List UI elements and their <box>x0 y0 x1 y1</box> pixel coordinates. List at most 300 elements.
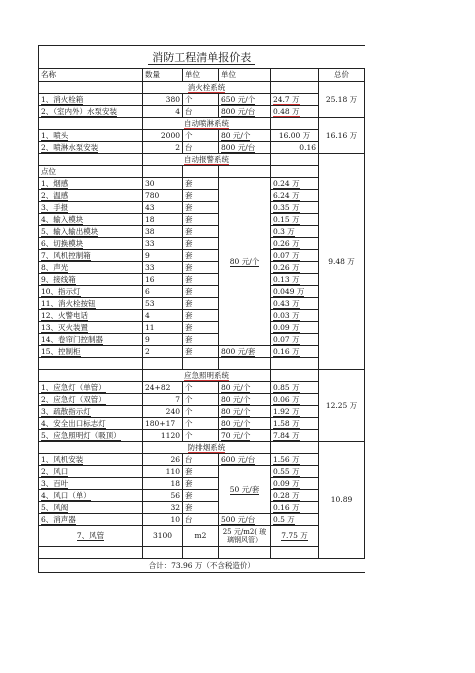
item-qty <box>143 490 183 502</box>
section-title-lighting <box>143 370 271 382</box>
item-name-text: 1、应急灯（单管） <box>41 382 106 392</box>
smoke-spacer <box>39 547 365 559</box>
item-name <box>39 382 143 394</box>
alarm-row <box>39 286 365 298</box>
item-qty <box>143 130 183 142</box>
item-name <box>39 214 143 226</box>
item-amount-text: 1.56 万 <box>273 454 300 464</box>
item-amount-text: 0.24 万 <box>273 178 300 188</box>
item-amount <box>271 262 319 274</box>
section-blank-sprinkler <box>39 118 143 130</box>
item-unit-text: 套 <box>185 250 193 260</box>
item-amount-text: 0.09 万 <box>273 322 300 332</box>
item-name <box>39 226 143 238</box>
item-unit-text: 套 <box>185 334 193 344</box>
alarm-subheader-label <box>39 166 143 178</box>
item-qty-text: 11 <box>145 322 155 332</box>
item-name-text: 2、风口 <box>41 466 69 476</box>
item-qty-text: 180+17 <box>145 418 176 428</box>
item-unit-text: 套 <box>185 274 193 284</box>
item-unit-text: 套 <box>185 226 193 236</box>
item-qty <box>143 274 183 286</box>
item-unit-text: 套 <box>185 466 193 476</box>
item-price <box>219 142 271 154</box>
item-qty <box>143 106 183 118</box>
quote-table <box>38 45 365 573</box>
item-unit-text: 套 <box>185 202 193 212</box>
lighting-row <box>39 394 365 406</box>
item-qty <box>143 298 183 310</box>
item-qty-text: 53 <box>145 298 155 308</box>
item-name-text: 4、风口（单） <box>41 490 91 500</box>
item-price <box>219 406 271 418</box>
item-qty <box>143 94 183 106</box>
item-unit <box>183 478 219 490</box>
item-unit <box>183 334 219 346</box>
item-unit <box>183 130 219 142</box>
item-name-text: 4、安全出口标志灯 <box>41 418 106 428</box>
item-name <box>39 262 143 274</box>
item-unit-text: 个 <box>185 394 193 404</box>
item-name <box>39 250 143 262</box>
section-title-alarm-text: 自动报警系统 <box>184 154 229 164</box>
alarm-total-text: 9.48 万 <box>328 256 355 266</box>
smoke-total <box>319 442 365 559</box>
item-unit-text: 套 <box>185 478 193 488</box>
item-unit-text: 台 <box>185 142 193 152</box>
lighting-total <box>319 370 365 442</box>
alarm-shared-price-text: 80 元/个 <box>229 256 260 266</box>
item-amount-text: 0.16 <box>299 142 316 152</box>
page-title: 消防工程清单报价表 <box>148 51 255 65</box>
item-name <box>39 238 143 250</box>
header-amount <box>271 69 319 82</box>
item-amount <box>271 394 319 406</box>
item-unit <box>183 274 219 286</box>
item-name <box>39 466 143 478</box>
alarm-row <box>39 250 365 262</box>
item-amount <box>271 346 319 358</box>
item-name <box>39 394 143 406</box>
item-price <box>219 454 271 466</box>
smoke-shared-price <box>219 466 271 514</box>
item-amount-text: 1.58 万 <box>273 418 300 428</box>
title-row <box>39 46 365 69</box>
item-name-text: 1、烟感 <box>41 178 69 188</box>
smoke-shared-price-text: 50 元/套 <box>229 484 260 494</box>
section-blank-lighting <box>39 370 143 382</box>
item-price-text: 70 元/个 <box>221 430 251 440</box>
section-title-smoke-text: 防排烟系统 <box>187 442 226 452</box>
item-unit-text: 台 <box>185 106 193 116</box>
item-amount-text: 0.09 万 <box>273 478 300 488</box>
spacer-5 <box>271 547 319 559</box>
item-amount-text: 0.28 万 <box>273 490 300 500</box>
item-unit <box>183 454 219 466</box>
section-blank2-smoke <box>271 442 319 454</box>
item-amount-text: 16.00 万 <box>278 130 311 140</box>
item-qty-text: 240 <box>165 406 180 416</box>
alarm-spacer <box>39 358 365 370</box>
sprinkler-row <box>39 142 365 154</box>
item-price-text: 500 元/台 <box>221 514 256 524</box>
section-blank2-hydrant <box>271 82 319 94</box>
item-name <box>39 130 143 142</box>
item-amount <box>271 478 319 490</box>
item-unit-text: 套 <box>185 346 193 356</box>
item-qty <box>143 382 183 394</box>
item-name-text: 14、卷帘门控制器 <box>41 334 104 344</box>
item-price-text: 800 元/台 <box>221 142 256 152</box>
duct-amount-text: 7.75 万 <box>281 531 308 541</box>
item-name-text: 1、消火栓箱 <box>41 94 84 104</box>
item-unit-text: 套 <box>185 322 193 332</box>
item-name-text: 2、（室内外）水泵安装 <box>41 106 118 116</box>
item-qty-text: 56 <box>170 490 180 500</box>
section-title-hydrant-text: 消火栓系统 <box>187 82 226 92</box>
item-name <box>39 298 143 310</box>
item-name-text: 2、温感 <box>41 190 69 200</box>
item-qty <box>143 430 183 442</box>
section-blank-alarm <box>39 154 143 166</box>
item-qty <box>143 346 183 358</box>
item-unit <box>183 142 219 154</box>
item-qty <box>143 214 183 226</box>
item-amount-text: 1.92 万 <box>273 406 300 416</box>
alarm-row <box>39 310 365 322</box>
section-blank2-lighting <box>271 370 319 382</box>
item-name-text: 9、接线箱 <box>41 274 76 284</box>
item-qty-text: 7 <box>175 394 180 404</box>
item-price-text: 80 元/个 <box>221 406 251 416</box>
item-qty-text: 9 <box>145 334 150 344</box>
item-name <box>39 202 143 214</box>
item-unit-text: 套 <box>185 502 193 512</box>
item-name-text: 5、输入输出模块 <box>41 226 99 236</box>
item-unit-text: 个 <box>185 418 193 428</box>
item-qty <box>143 250 183 262</box>
item-amount-text: 0.16 万 <box>273 346 300 356</box>
item-price-text: 600 元/台 <box>221 454 256 464</box>
section-title-sprinkler <box>143 118 271 130</box>
item-qty-text: 110 <box>165 466 180 476</box>
item-name <box>39 286 143 298</box>
item-unit <box>183 250 219 262</box>
header-name: 名称 <box>39 69 143 82</box>
item-qty-text: 32 <box>170 502 180 512</box>
item-name-text: 11、消火栓按钮 <box>41 298 96 308</box>
alarm-row <box>39 262 365 274</box>
hydrant-row <box>39 106 365 118</box>
item-price <box>219 382 271 394</box>
item-amount <box>271 418 319 430</box>
item-qty <box>143 226 183 238</box>
item-qty <box>143 406 183 418</box>
duct-name <box>39 526 143 547</box>
section-blank-smoke <box>39 442 143 454</box>
duct-qty <box>143 526 183 547</box>
item-amount-text: 0.3 万 <box>273 226 295 236</box>
alarm-row <box>39 274 365 286</box>
item-qty-text: 9 <box>145 250 150 260</box>
item-unit <box>183 430 219 442</box>
section-row-hydrant <box>39 82 365 94</box>
item-amount <box>271 202 319 214</box>
item-amount-text: 0.049 万 <box>273 286 305 296</box>
item-name-text: 1、风机安装 <box>41 454 84 464</box>
duct-price <box>219 526 271 547</box>
section-title-hydrant <box>143 82 271 94</box>
item-amount <box>271 454 319 466</box>
item-qty <box>143 310 183 322</box>
item-price <box>219 394 271 406</box>
section-blank2-sprinkler <box>271 118 319 130</box>
item-qty-text: 38 <box>145 226 155 236</box>
spacer-1 <box>39 358 143 370</box>
item-name <box>39 490 143 502</box>
item-name <box>39 190 143 202</box>
item-amount-text: 0.16 万 <box>273 502 300 512</box>
item-name-text: 7、风机控制箱 <box>41 250 91 260</box>
item-name-text: 15、控制柜 <box>41 346 81 356</box>
item-name-text: 2、应急灯（双管） <box>41 394 106 404</box>
item-amount <box>271 106 319 118</box>
spacer-3 <box>183 358 219 370</box>
item-qty <box>143 418 183 430</box>
item-qty-text: 1120 <box>160 430 180 440</box>
item-amount <box>271 514 319 526</box>
item-unit <box>183 346 219 358</box>
item-qty <box>143 478 183 490</box>
section-title-sprinkler-text: 自动喷淋系统 <box>184 118 229 128</box>
alarm-row <box>39 214 365 226</box>
hydrant-total-text: 25.18 万 <box>325 94 358 104</box>
item-name <box>39 310 143 322</box>
lighting-row <box>39 382 365 394</box>
item-name <box>39 106 143 118</box>
sprinkler-total <box>319 118 365 154</box>
item-unit <box>183 190 219 202</box>
alarm-row <box>39 238 365 250</box>
alarm-row <box>39 226 365 238</box>
item-amount <box>271 226 319 238</box>
item-unit-text: 套 <box>185 286 193 296</box>
item-name <box>39 142 143 154</box>
item-price <box>219 106 271 118</box>
section-row-smoke <box>39 442 365 454</box>
alarm-row <box>39 298 365 310</box>
item-qty-text: 4 <box>175 106 180 116</box>
item-amount-text: 0.13 万 <box>273 274 300 284</box>
section-blank-hydrant <box>39 82 143 94</box>
item-unit-text: 个 <box>185 430 193 440</box>
item-name <box>39 514 143 526</box>
section-blank2-alarm <box>271 154 319 166</box>
item-unit <box>183 238 219 250</box>
item-unit <box>183 226 219 238</box>
item-qty-text: 18 <box>145 214 155 224</box>
item-qty-text: 43 <box>145 202 155 212</box>
item-name-text: 12、火警电话 <box>41 310 89 320</box>
item-name <box>39 178 143 190</box>
item-qty-text: 33 <box>145 262 155 272</box>
item-qty <box>143 142 183 154</box>
item-name-text: 3、手报 <box>41 202 69 212</box>
alarm-total <box>319 154 365 370</box>
spacer-4 <box>219 358 271 370</box>
item-amount <box>271 190 319 202</box>
item-name <box>39 430 143 442</box>
item-name <box>39 334 143 346</box>
item-unit <box>183 106 219 118</box>
item-qty-text: 6 <box>145 286 150 296</box>
smoke-row <box>39 478 365 490</box>
item-qty <box>143 178 183 190</box>
item-unit <box>183 262 219 274</box>
section-row-alarm <box>39 154 365 166</box>
item-price <box>219 130 271 142</box>
item-name-text: 4、输入模块 <box>41 214 84 224</box>
item-unit <box>183 286 219 298</box>
smoke-row <box>39 466 365 478</box>
duct-amount <box>271 526 319 547</box>
item-unit <box>183 418 219 430</box>
duct-unit <box>183 526 219 547</box>
item-amount <box>271 286 319 298</box>
item-qty-text: 33 <box>145 238 155 248</box>
item-qty-text: 24+82 <box>145 382 171 392</box>
spacer-2 <box>143 358 183 370</box>
item-unit <box>183 298 219 310</box>
item-amount <box>271 430 319 442</box>
item-unit-text: 台 <box>185 514 193 524</box>
duct-price-text: 25 元/m2( 玻璃钢风管） <box>222 527 267 544</box>
item-name-text: 5、应急照明灯（吸顶） <box>41 430 121 440</box>
item-unit-text: 个 <box>185 382 193 392</box>
item-unit-text: 套 <box>185 262 193 272</box>
item-price-text: 80 元/个 <box>221 130 251 140</box>
alarm-sub-blank4 <box>271 166 319 178</box>
item-amount <box>271 490 319 502</box>
item-amount-text: 0.5 万 <box>273 514 295 524</box>
item-qty <box>143 514 183 526</box>
item-unit <box>183 178 219 190</box>
item-amount-text: 6.24 万 <box>273 190 300 200</box>
item-name <box>39 502 143 514</box>
item-unit <box>183 490 219 502</box>
section-row-sprinkler <box>39 118 365 130</box>
item-amount-text: 0.48 万 <box>273 106 300 116</box>
lighting-row <box>39 418 365 430</box>
hydrant-total <box>319 82 365 118</box>
header-price: 单位 <box>219 69 271 82</box>
item-qty <box>143 262 183 274</box>
item-unit-text: 套 <box>185 298 193 308</box>
item-name <box>39 322 143 334</box>
item-amount-text: 0.35 万 <box>273 202 300 212</box>
item-amount <box>271 310 319 322</box>
item-qty <box>143 286 183 298</box>
smoke-row <box>39 502 365 514</box>
hydrant-row <box>39 94 365 106</box>
item-qty-text: 30 <box>145 178 155 188</box>
alarm-sub-blank3 <box>219 166 271 178</box>
item-amount-text: 0.03 万 <box>273 310 300 320</box>
item-name <box>39 478 143 490</box>
item-amount <box>271 130 319 142</box>
spacer-4 <box>219 547 271 559</box>
alarm-row <box>39 346 365 358</box>
item-qty <box>143 466 183 478</box>
item-name-text: 3、疏散指示灯 <box>41 406 91 416</box>
header-qty: 数量 <box>143 69 183 82</box>
item-amount <box>271 142 319 154</box>
item-name <box>39 94 143 106</box>
item-price-text: 80 元/个 <box>221 418 251 428</box>
item-qty-text: 26 <box>170 454 180 464</box>
item-amount-text: 0.43 万 <box>273 298 300 308</box>
item-amount-text: 0.85 万 <box>273 382 300 392</box>
spacer-5 <box>271 358 319 370</box>
item-qty <box>143 334 183 346</box>
alarm-last-price <box>219 346 271 358</box>
item-unit <box>183 514 219 526</box>
item-qty-text: 16 <box>145 274 155 284</box>
alarm-row <box>39 202 365 214</box>
alarm-row <box>39 190 365 202</box>
smoke-row <box>39 514 365 526</box>
spacer-3 <box>183 547 219 559</box>
quote-sheet <box>38 45 364 573</box>
spacer-1 <box>39 547 143 559</box>
item-name-text: 5、风阀 <box>41 502 69 512</box>
item-amount <box>271 466 319 478</box>
item-name-text: 1、喷头 <box>41 130 69 140</box>
item-amount <box>271 178 319 190</box>
item-price-text: 80 元/个 <box>221 382 251 392</box>
duct-name-text: 7、风管 <box>76 531 105 541</box>
item-qty-text: 10 <box>170 514 180 524</box>
item-qty <box>143 190 183 202</box>
item-amount <box>271 502 319 514</box>
item-unit <box>183 382 219 394</box>
item-name <box>39 346 143 358</box>
alarm-row <box>39 322 365 334</box>
item-qty <box>143 322 183 334</box>
item-unit-text: 套 <box>185 310 193 320</box>
item-qty-text: 18 <box>170 478 180 488</box>
smoke-row <box>39 490 365 502</box>
item-name-text: 3、百叶 <box>41 478 69 488</box>
item-qty-text: 780 <box>145 190 160 200</box>
alarm-last-price-text: 800 元/套 <box>221 346 256 356</box>
item-unit <box>183 394 219 406</box>
item-name-text: 13、灭火装置 <box>41 322 89 332</box>
item-amount-text: 0.26 万 <box>273 262 300 272</box>
smoke-row <box>39 454 365 466</box>
header-unit: 单位 <box>183 69 219 82</box>
item-unit-text: 台 <box>185 454 193 464</box>
item-unit-text: 个 <box>185 94 193 104</box>
item-unit <box>183 466 219 478</box>
item-name-text: 2、喷淋水泵安装 <box>41 142 99 152</box>
item-name <box>39 418 143 430</box>
item-unit-text: 个 <box>185 406 193 416</box>
item-qty <box>143 394 183 406</box>
item-unit <box>183 214 219 226</box>
alarm-row <box>39 178 365 190</box>
alarm-subheader <box>39 166 365 178</box>
